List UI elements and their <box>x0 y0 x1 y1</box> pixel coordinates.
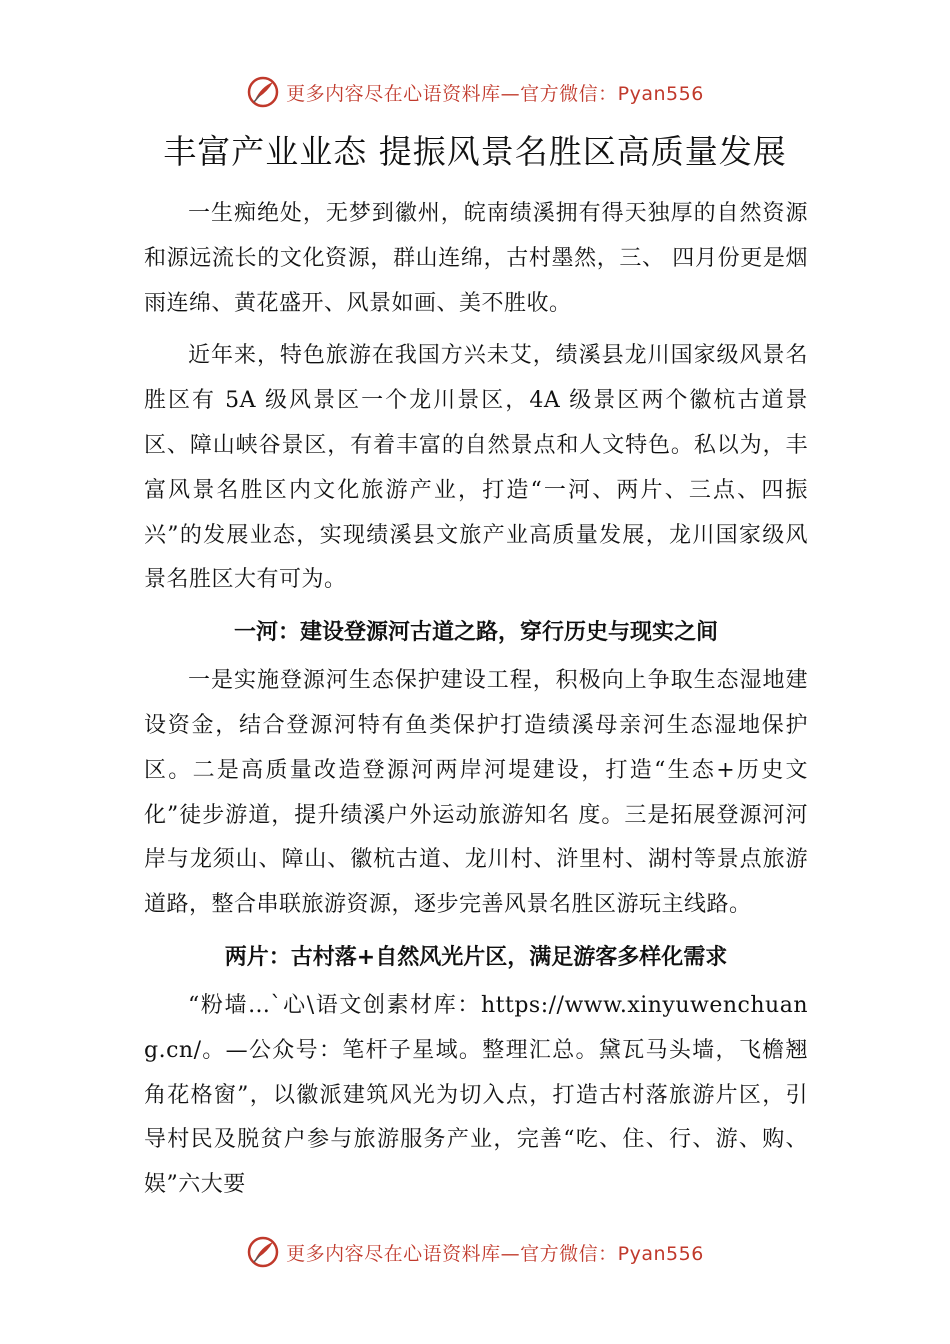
document-body <box>144 192 808 1216</box>
document-title: 丰富产业业态 提振风景名胜区高质量发展 <box>163 132 787 171</box>
paragraph-overview: 近年来，特色旅游在我国方兴未艾，绩溪县龙川国家级风景名胜区有 5A 级风景区一个龙川景区，4A 级景区两个徽杭古道景区、障山峡谷景区，有着丰富的自然景点和人文特色。私以为，丰富风景名胜区内文化旅游产业，打造“一河、两片、三点、四振兴”的发展业态，实现绩溪县文旅产业高质量发展，龙川国家级风景名胜区大有可为。 <box>144 343 808 593</box>
watermark-text: 更多内容尽在心语资料库—官方微信：Pyan556 <box>286 82 704 105</box>
paragraph-two-areas: “粉墙…`心\语文创素材库：https://www.xinyuwenchuang.cn/。—公众号：笔杆子星域。整理汇总。黛瓦马头墙，飞檐翘角花格窗”，以徽派建筑风光为切入点，打造古村落旅游片区，引导村民及脱贫户参与旅游服务产业，完善“吃、住、行、游、购、娱”六大要 <box>144 992 808 1198</box>
quill-logo-icon <box>246 75 280 109</box>
paragraph-intro: 一生痴绝处，无梦到徽州，皖南绩溪拥有得天独厚的自然资源和源远流长的文化资源，群山连绵，古村墨然，三、 四月份更是烟雨连绵、黄花盛开、风景如画、美不胜收。 <box>144 201 808 316</box>
section-heading-one-river: 一河：建设登源河古道之路，穿行历史与现实之间 <box>233 620 718 646</box>
quill-logo-icon <box>246 1235 280 1269</box>
paragraph-one-river: 一是实施登源河生态保护建设工程，积极向上争取生态湿地建设资金，结合登源河特有鱼类保护打造绩溪母亲河生态湿地保护区。二是高质量改造登源河两岸河堤建设，打造“生态+历史文化”徒步游道，提升绩溪户外运动旅游知名 度。三是拓展登源河河岸与龙须山、障山、徽杭古道、龙川村、浒里村、湖村等景点旅游道路，整合串联旅游资源，逐步完善风景名胜区游玩主线路。 <box>144 668 808 918</box>
watermark-header <box>0 72 950 112</box>
watermark-footer <box>0 1232 950 1272</box>
watermark-text: 更多内容尽在心语资料库—官方微信：Pyan556 <box>286 1242 704 1265</box>
section-heading-two-areas: 两片：古村落+自然风光片区，满足游客多样化需求 <box>224 944 728 970</box>
